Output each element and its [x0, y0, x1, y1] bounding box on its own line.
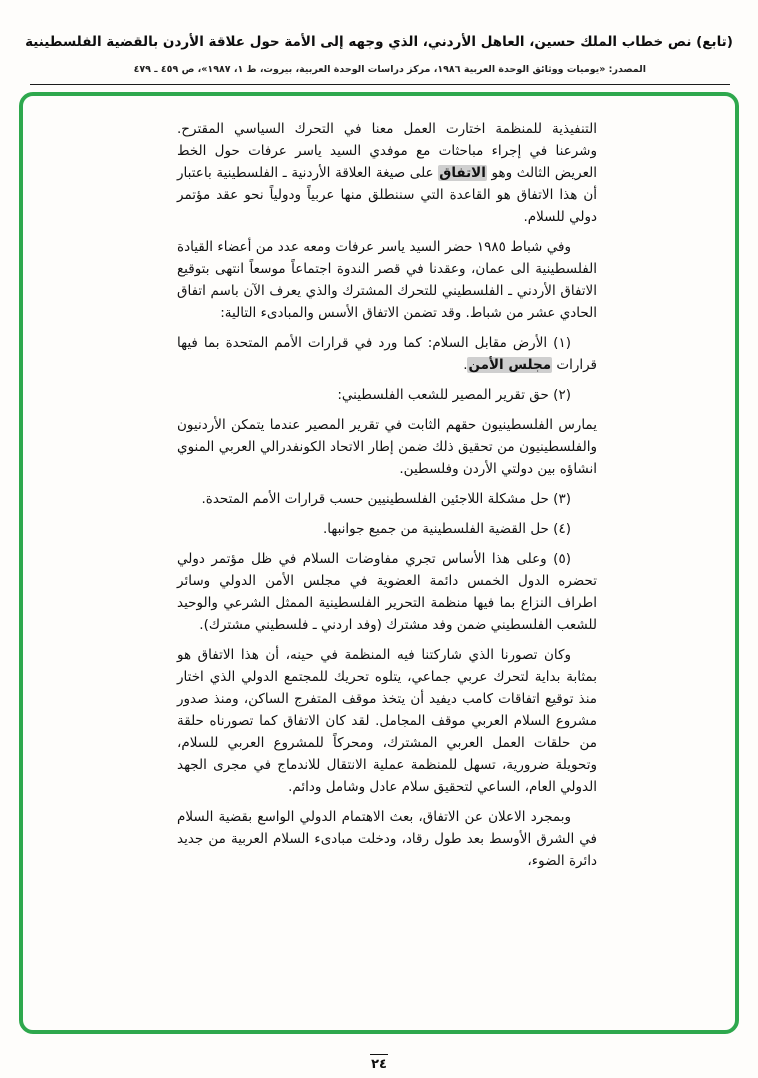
paragraph-text: .: [463, 357, 468, 373]
highlighted-term: الاتفاق: [439, 165, 486, 181]
source-citation: المصدر: «يوميات ووثائق الوحدة العربية ١٩٨٦، مركز دراسات الوحدة العربية، بيروت، ط ١، ١٩٨٧»، ص ٤٥٩ ـ ٤٧٩: [133, 64, 646, 75]
paragraph-text: على صيغة العلاقة الأردنية ـ الفلسطينية باعتبار أن هذا الاتفاق هو القاعدة التي سننطلق منها عربياً ودولياً نحو عقد مؤتمر دولي للسلام.: [177, 165, 597, 225]
document-title: (تابع) نص خطاب الملك حسين، العاهل الأردني، الذي وجهه إلى الأمة حول علاقة الأردن بالقضية الفلسطينية: [25, 34, 733, 50]
list-item-4: (٤) حل القضية الفلسطينية من جميع جوانبها.: [322, 521, 571, 537]
paragraph: وكان تصورنا الذي شاركتنا فيه المنظمة في حينه، أن هذا الاتفاق هو بمثابة بداية لتحرك عربي جماعي، يتلوه تحريك للمجتمع الدولي الذي اختار منذ توقيع اتفاقات كامب ديفيد أن يتخذ موقف المتفرج الساكن، ومنذ صدور مشروع السلام العربي موقف المجامل. لقد كان الاتفاق كما تصورناه حلقة من حلقات العمل العربي المشترك، ومحركاً للمشروع العربي للسلام، وتحويلة ضرورية، تسهل للمنظمة عملية الانتقال للاندماج في مجرى الجهد الدولي العام، الساعي لتحقيق سلام عادل وشامل ودائم.: [177, 647, 597, 795]
list-item-3: (٣) حل مشكلة اللاجئين الفلسطينيين حسب قرارات الأمم المتحدة.: [201, 491, 571, 507]
list-item-2: (٢) حق تقرير المصير للشعب الفلسطيني:: [337, 387, 571, 403]
paragraph: وبمجرد الاعلان عن الاتفاق، بعث الاهتمام الدولي الواسع بقضية السلام في الشرق الأوسط بعد طول رقاد، ودخلت مبادىء السلام العربية من جديد دائرة الضوء،: [177, 809, 597, 869]
paragraph: يمارس الفلسطينيون حقهم الثابت في تقرير المصير عندما يتمكن الأردنيون والفلسطينيون من تحقيق ذلك ضمن إطار الاتحاد الكونفدرالي العربي المنوي انشاؤه بين دولتي الأردن وفلسطين.: [177, 417, 597, 477]
page-footer: [0, 1054, 758, 1073]
paragraph-text: التنفيذية للمنظمة اختارت العمل معنا في التحرك السياسي المقترح. وشرعنا في إجراء مباحثات مع موفدي السيد ياسر عرفات حول الخط العريض الثالث وهو: [177, 121, 597, 181]
body-text-column: [23, 96, 735, 872]
paragraph-text: (١) الأرض مقابل السلام: كما ورد في قرارات الأمم المتحدة بما فيها قرارات: [177, 335, 597, 373]
list-item-5: (٥) وعلى هذا الأساس تجري مفاوضات السلام في ظل مؤتمر دولي تحضره الدول الخمس دائمة العضوية في مجلس الأمن الدولي وسائر اطراف النزاع بما فيها منظمة التحرير الفلسطينية الممثل الشرعي والوحيد للشعب الفلسطيني ضمن وفد مشترك (وفد اردني ـ فلسطيني مشترك).: [177, 551, 597, 633]
highlighted-term: مجلس الأمن: [468, 357, 552, 373]
paragraph-continuation: [177, 118, 597, 228]
list-item-1: [177, 332, 597, 376]
page-number-rule: [370, 1054, 388, 1056]
content-frame: [19, 92, 739, 1034]
header-divider: [30, 84, 730, 85]
page-number: ٢٤: [371, 1057, 387, 1072]
paragraph: وفي شباط ١٩٨٥ حضر السيد ياسر عرفات ومعه عدد من أعضاء القيادة الفلسطينية الى عمان، وعقدنا في قصر الندوة اجتماعاً موسعاً انتهى بتوقيع الاتفاق الأردني ـ الفلسطيني للتحرك المشترك والذي يعرف الآن باسم اتفاق الحادي عشر من شباط. وقد تضمن الاتفاق الأسس والمبادىء التالية:: [177, 239, 597, 321]
